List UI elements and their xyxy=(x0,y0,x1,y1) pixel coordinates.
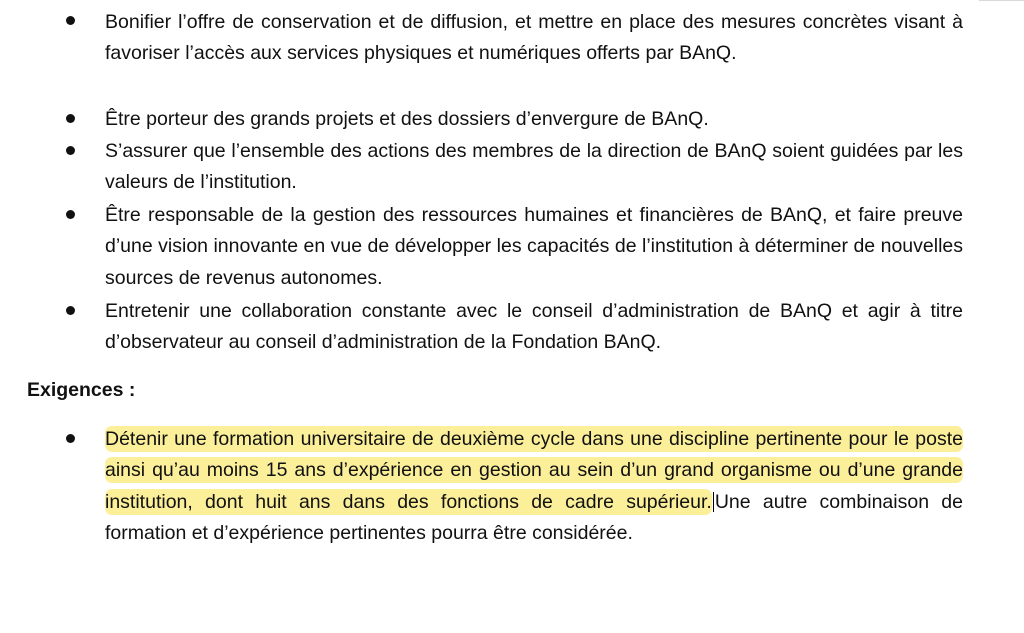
section-heading: Exigences : xyxy=(27,379,136,401)
list-item-text: Bonifier l’offre de conservation et de diffusion, et mettre en place des mesures concrètes visant à favoriser l’accès aux services physiques et numériques offerts par BAnQ. xyxy=(105,11,963,65)
highlighted-text[interactable]: Détenir une formation universitaire de deuxième cycle dans une discipline pertinente pour le poste ainsi qu’au moins 15 ans d’expérience en gestion au sein d’un grand organisme ou d’une grande institution, dont huit ans dans des fonctions de cadre supérieur. xyxy=(105,428,963,513)
list-item[interactable] xyxy=(105,424,963,549)
list-item-text: Être responsable de la gestion des ressources humaines et financières de BAnQ, et faire preuve d’une vision innovante en vue de développer les capacités de l’institution à déterminer de nouvelles sources de revenus autonomes. xyxy=(105,204,963,289)
text-cursor xyxy=(713,492,714,512)
bullet-icon xyxy=(66,306,75,315)
bullet-icon xyxy=(66,210,75,219)
bullet-icon xyxy=(66,434,75,443)
list-item-text: Une autre combinaison de formation et d’expérience pertinentes pourra être considérée. xyxy=(105,490,963,544)
list-item-text: Être porteur des grands projets et des dossiers d’envergure de BAnQ. xyxy=(105,108,709,130)
bullet-icon xyxy=(66,114,75,123)
bullet-icon xyxy=(66,16,75,25)
list-item-text: S’assurer que l’ensemble des actions des membres de la direction de BAnQ soient guidées par les valeurs de l’institution. xyxy=(105,140,963,194)
header-divider xyxy=(979,0,1024,1)
list-item-text: Entretenir une collaboration constante avec le conseil d’administration de BAnQ et agir à titre d’observateur au conseil d’administration de la Fondation BAnQ. xyxy=(105,300,963,354)
bullet-icon xyxy=(66,146,75,155)
